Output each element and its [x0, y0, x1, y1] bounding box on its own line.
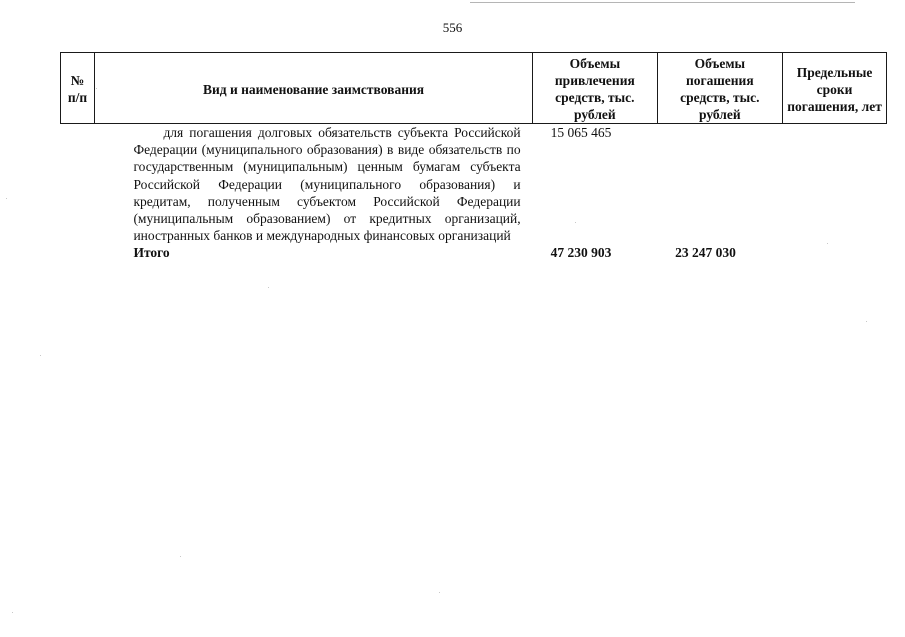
scan-speck — [96, 88, 97, 89]
total-label: Итого — [133, 245, 170, 261]
page-number: 556 — [442, 20, 463, 35]
header-repaid: Объемы погашения средств, тыс. рублей — [657, 53, 782, 124]
header-term: Предельные сроки погашения, лет — [783, 53, 887, 124]
table-body — [61, 124, 887, 262]
scan-speck — [575, 222, 576, 223]
row-repaid — [657, 124, 782, 245]
row-attracted: 15 065 465 — [550, 125, 612, 140]
scan-speck — [827, 243, 828, 244]
header-row — [61, 53, 887, 124]
borrowings-table — [60, 52, 887, 262]
row-num — [61, 124, 95, 245]
scan-speck — [439, 592, 440, 593]
header-attracted: Объемы привлечения средств, тыс. рублей — [533, 53, 657, 124]
top-rule — [470, 2, 855, 3]
scan-speck — [866, 321, 867, 322]
table-header — [61, 53, 887, 124]
total-term — [783, 244, 887, 261]
scan-speck — [180, 556, 181, 557]
row-description-cell — [94, 124, 532, 245]
header-num: № п/п — [61, 53, 95, 124]
table-row — [61, 124, 887, 245]
row-term — [783, 124, 887, 245]
total-row — [61, 244, 887, 261]
header-name: Вид и наименование заимствования — [94, 53, 532, 124]
scan-speck — [12, 612, 13, 613]
scan-speck — [40, 355, 41, 356]
total-repaid: 23 247 030 — [675, 245, 736, 261]
scan-speck — [6, 198, 7, 199]
scan-speck — [268, 287, 269, 288]
row-description: для погашения долговых обязательств субъекта Российской Федерации (муниципального образования) в виде обязательств по государственным (муниципальным) ценным бумагам субъекта Российской Федерации (муниципального образования) и кредитам, полученным субъектом Российской Федерации (муниципальным образованием) от кредитных организаций, иностранных банков и международных финансовых организаций — [133, 125, 521, 244]
total-attracted: 47 230 903 — [550, 245, 612, 261]
total-num — [61, 244, 95, 261]
